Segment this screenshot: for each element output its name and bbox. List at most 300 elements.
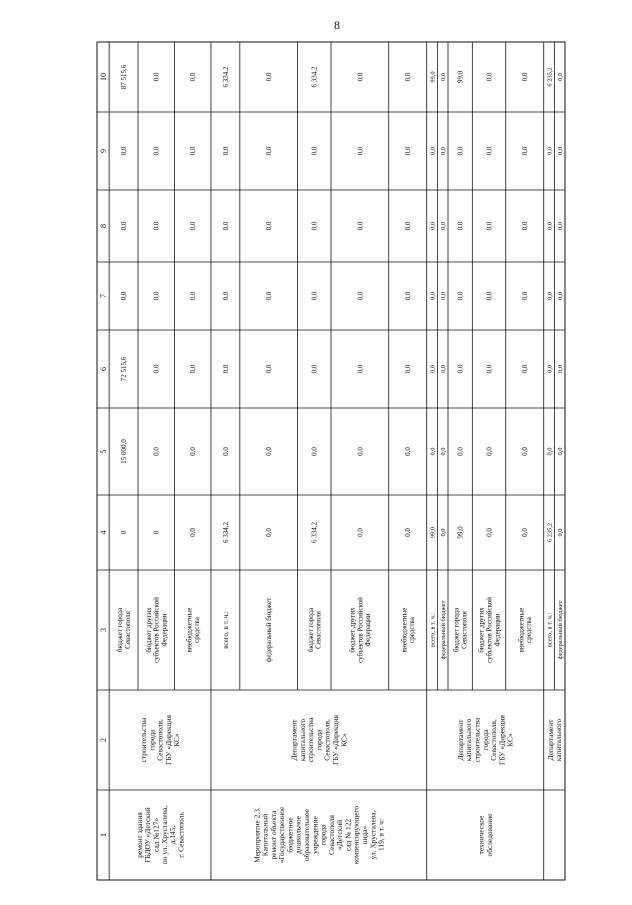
value-cell (265, 146, 273, 155)
value-cell (311, 291, 319, 300)
value-cell-line: 0,0 (152, 291, 161, 301)
source-label (429, 613, 436, 648)
value-cell-line: 0,0 (152, 146, 161, 156)
column-header-9 (99, 149, 108, 153)
value-cell-line: 99,0 (456, 526, 465, 539)
value-cell (429, 147, 436, 155)
source-label (557, 600, 564, 659)
source-label-line: субъектов Российской (356, 597, 365, 663)
activity-name-cell-line: техническое (476, 815, 486, 855)
value-cell-line: 0,0 (439, 147, 447, 155)
activity-name-cell-line: д.145, (168, 825, 178, 845)
executor-cell-line: Севастополя, (489, 719, 499, 761)
value-cell (222, 66, 230, 88)
value-cell-line: 15 000,0 (120, 439, 129, 464)
value-cell-line: 0,0 (439, 365, 447, 373)
column-header-8-line: 8 (98, 224, 108, 228)
value-cell (557, 222, 564, 230)
activity-name-cell (252, 806, 385, 865)
source-label-line: бюджет города (306, 607, 315, 653)
executor-cell-line: Департамент (545, 719, 555, 761)
value-cell (557, 73, 564, 81)
value-cell-line: 0,0 (429, 147, 437, 155)
value-cell-line: 0,0 (521, 447, 530, 456)
value-cell (429, 448, 436, 456)
value-cell-line: 0,0 (189, 72, 198, 82)
value-cell (153, 364, 161, 373)
executor-cell-line: капитального (297, 718, 307, 762)
value-cell (404, 72, 412, 81)
column-header-5 (99, 450, 108, 454)
activity-name-cell-line: учреждение (310, 816, 320, 854)
page-number: 8 (334, 18, 340, 32)
executor-cell-line: города (480, 729, 490, 751)
executor-cell-line: города (314, 729, 324, 751)
value-cell-line: 0,0 (456, 291, 465, 301)
value-cell-line: 0,0 (265, 72, 274, 82)
source-label (222, 611, 230, 649)
value-cell (356, 447, 364, 456)
value-cell (557, 365, 564, 373)
value-cell-line: 0,0 (521, 291, 530, 301)
value-cell (356, 221, 364, 230)
value-cell (557, 292, 564, 300)
value-cell-line: 0,0 (429, 222, 437, 230)
activity-name-cell-line: Капитальный (260, 813, 270, 857)
value-cell (485, 291, 493, 300)
value-cell (153, 72, 161, 81)
executor-cell-line: строительства (472, 717, 482, 763)
value-cell (404, 291, 412, 300)
executor-cell (139, 714, 181, 765)
value-cell (189, 221, 197, 230)
value-cell-line: 0,0 (546, 447, 554, 456)
value-cell-line: 6 334,2 (221, 522, 230, 543)
value-cell (189, 72, 197, 81)
value-cell (485, 221, 493, 230)
source-label-line: средства (525, 617, 534, 643)
value-cell (265, 72, 273, 81)
value-cell-line: 0,0 (356, 364, 365, 374)
value-cell (557, 529, 564, 537)
value-cell (189, 364, 197, 373)
source-label-line: федеральный бюджет (265, 597, 274, 663)
value-cell-line: 0,0 (221, 221, 230, 231)
column-header-3-line: 3 (98, 628, 108, 632)
executor-cell-line: строительства (139, 717, 149, 763)
value-cell-line: 0,0 (556, 292, 564, 300)
value-cell-line: 0,0 (265, 291, 274, 301)
value-cell-line: 0,0 (189, 291, 198, 301)
value-cell-line: 0,0 (120, 291, 129, 301)
value-cell (521, 146, 529, 155)
value-cell (153, 447, 161, 456)
executor-cell-line: КС» (505, 733, 515, 747)
value-cell-line: 0,0 (404, 528, 413, 537)
source-label-line: Федерации (493, 613, 502, 647)
executor-cell-line: капитального (554, 718, 564, 762)
value-cell-line: 0,0 (404, 72, 413, 82)
column-header-9-line: 9 (98, 149, 108, 153)
value-cell-line: 0,0 (221, 146, 230, 156)
value-cell (311, 364, 319, 373)
source-label (185, 608, 201, 653)
value-cell-line: 0,0 (404, 364, 413, 374)
value-cell (153, 530, 161, 534)
value-cell (404, 364, 412, 373)
executor-cell (546, 718, 563, 761)
value-cell-line: 0,0 (404, 447, 413, 456)
source-label-line: бюджет других (477, 607, 486, 653)
executor-cell-line: ГБУ «Дирекция (331, 715, 341, 765)
column-header-3 (99, 628, 108, 632)
value-cell-line: 0,0 (429, 447, 437, 456)
value-cell-line: 0,0 (310, 447, 319, 456)
value-cell-line: 0,0 (221, 291, 230, 301)
value-cell (485, 146, 493, 155)
value-cell-line: 0,0 (456, 146, 465, 156)
activity-name-cell-line: Мероприятие 2.3. (252, 807, 262, 863)
value-cell (404, 447, 412, 456)
source-label-line: федеральный бюджет (556, 600, 564, 660)
value-cell-line: 0,0 (456, 364, 465, 374)
value-cell-line: 0,0 (521, 528, 530, 537)
value-cell-line: 0,0 (485, 72, 494, 82)
value-cell (222, 146, 230, 155)
value-cell-line: 0,0 (546, 292, 554, 300)
source-label-line: бюджет других (348, 607, 357, 653)
source-label-line: бюджет других (144, 607, 153, 653)
source-label-line: бюджет города (116, 607, 125, 653)
value-cell-line: 6 334,2 (221, 66, 230, 88)
executor-cell-line: Севастополя, (155, 719, 165, 761)
column-header-8 (99, 224, 108, 228)
value-cell (356, 146, 364, 155)
value-cell-line: 0,0 (521, 146, 530, 156)
value-cell-line: 0,0 (221, 364, 230, 374)
source-label (265, 598, 273, 662)
value-cell (440, 222, 447, 230)
activity-name-cell (477, 813, 494, 857)
value-cell-line: 0,0 (265, 447, 274, 456)
value-cell-line: 0,0 (456, 221, 465, 231)
activity-name-cell-line: сад № 122 (343, 818, 353, 852)
value-cell-line: 0,0 (485, 364, 494, 374)
activity-name-cell-line: обследование (484, 813, 494, 857)
activity-name-cell-line: бюджетное (285, 817, 295, 853)
activity-name-cell-line: ремонт здания (134, 812, 144, 858)
value-cell (440, 73, 447, 81)
executor-cell-line: ГБУ «Дирекция (163, 715, 173, 765)
activity-name-cell-line: «Государственное (277, 806, 287, 864)
value-cell-line: 87 515,6 (120, 64, 129, 90)
value-cell (440, 292, 447, 300)
value-cell-line: 0,0 (521, 221, 530, 231)
value-cell (546, 147, 553, 155)
activity-name-cell-line: компенсирующего (351, 805, 361, 865)
executor-cell-line: Севастополя, (322, 719, 332, 761)
source-label-line: средства (193, 617, 202, 643)
column-header-6 (99, 367, 108, 371)
value-cell (557, 147, 564, 155)
source-label-line: внебюджетные (400, 607, 409, 653)
value-cell (429, 527, 436, 538)
value-cell (521, 528, 529, 537)
value-cell-line: 0,0 (521, 72, 530, 82)
value-cell (440, 529, 447, 537)
value-cell (546, 222, 553, 230)
value-cell (457, 364, 465, 373)
value-cell (265, 221, 273, 230)
value-cell-line: 0 (120, 530, 129, 535)
value-cell-line: 0 (152, 530, 161, 535)
value-cell (546, 523, 553, 542)
activity-name-cell-line: образовательное (302, 808, 312, 862)
executor-cell-line: КС» (172, 733, 182, 747)
value-cell-line: 0,0 (265, 221, 274, 231)
executor-cell-line: строительства (306, 717, 316, 763)
source-label (440, 600, 447, 659)
activity-name-cell-line: вида» (360, 825, 370, 845)
value-cell (457, 146, 465, 155)
value-cell (265, 291, 273, 300)
source-label (145, 597, 169, 663)
value-cell-line: 0,0 (485, 447, 494, 456)
executor-cell-line: КС» (339, 733, 349, 747)
column-header-5-line: 5 (98, 449, 108, 454)
value-cell (120, 356, 128, 381)
value-cell-line: 0,0 (356, 447, 365, 456)
value-cell (404, 146, 412, 155)
value-cell-line: 0,0 (152, 72, 161, 82)
column-header-1-line: 1 (98, 833, 108, 837)
source-label-line: Севастополя (460, 611, 469, 649)
source-label (453, 607, 469, 652)
value-cell (521, 291, 529, 300)
value-cell (485, 72, 493, 81)
source-label-line: Севастополя (314, 611, 323, 649)
value-cell-line: 0,0 (546, 222, 554, 230)
activity-name-cell-line: ремонт объекта (268, 810, 278, 860)
value-cell (153, 221, 161, 230)
value-cell (356, 291, 364, 300)
value-cell (521, 72, 529, 81)
value-cell (120, 146, 128, 155)
value-cell-line: 0,0 (439, 528, 447, 537)
value-cell-line: 0,0 (439, 73, 447, 81)
value-cell-line: 0,0 (189, 528, 198, 537)
value-cell-line: 0,0 (189, 221, 198, 231)
value-cell (311, 522, 319, 544)
value-cell (546, 448, 553, 456)
value-cell (429, 292, 436, 300)
value-cell (356, 528, 364, 537)
activity-name-cell (135, 806, 185, 864)
activity-name-cell-line: ул. Хрусталева, (368, 810, 378, 860)
column-header-2 (99, 738, 108, 742)
activity-name-cell-line: г. Севастополь (176, 812, 186, 858)
value-cell (457, 447, 465, 456)
value-cell (356, 72, 364, 81)
value-cell (404, 221, 412, 230)
value-cell-line: 0,0 (265, 528, 274, 537)
value-cell-line: 0,0 (556, 528, 564, 537)
value-cell-line: 0,0 (485, 291, 494, 301)
value-cell-line: 0,0 (356, 291, 365, 301)
value-cell-line: 6 235,2 (546, 522, 554, 543)
value-cell-line: 99,0 (429, 526, 437, 539)
value-cell-line: 0,0 (310, 291, 319, 301)
value-cell-line: 0,0 (189, 364, 198, 374)
value-cell-line: 0,0 (310, 364, 319, 374)
value-cell (557, 448, 564, 456)
value-cell (485, 528, 493, 537)
value-cell-line: 0,0 (546, 365, 554, 373)
value-cell (546, 292, 553, 300)
value-cell (457, 526, 465, 539)
value-cell (153, 146, 161, 155)
column-header-1 (99, 833, 108, 837)
value-cell (120, 64, 128, 89)
value-cell (311, 66, 319, 88)
value-cell (521, 221, 529, 230)
executor-cell (456, 714, 515, 765)
activity-name-cell-line: дошкольное (293, 815, 303, 855)
value-cell (311, 221, 319, 230)
value-cell (189, 528, 197, 537)
value-cell-line: 6 235,2 (546, 67, 554, 87)
activity-name-cell-line: Севастополя (326, 815, 336, 855)
value-cell (521, 364, 529, 373)
value-cell (356, 364, 364, 373)
value-cell (485, 364, 493, 373)
value-cell-line: 0,0 (189, 447, 198, 456)
source-label (116, 607, 132, 652)
value-cell (222, 291, 230, 300)
executor-cell-line: города (147, 729, 157, 751)
value-cell (311, 146, 319, 155)
source-label-line: всего, в т. ч.: (429, 612, 437, 648)
column-header-2-line: 2 (98, 738, 108, 742)
value-cell-line: 99,0 (429, 71, 437, 83)
value-cell-line: 0,0 (439, 222, 447, 230)
executor-cell-line: Департамент (455, 719, 465, 761)
value-cell (457, 70, 465, 83)
value-cell (485, 447, 493, 456)
value-cell-line: 0,0 (356, 72, 365, 82)
value-cell (429, 365, 436, 373)
value-cell-line: 0,0 (152, 221, 161, 231)
value-cell (404, 528, 412, 537)
column-header-10-line: 10 (98, 73, 108, 81)
value-cell (429, 222, 436, 230)
value-cell (457, 291, 465, 300)
activity-name-cell-line: по ул. Хрусталева, (159, 805, 169, 865)
value-cell-line: 99,0 (456, 70, 465, 84)
value-cell-line: 0,0 (556, 73, 564, 81)
value-cell (189, 146, 197, 155)
value-cell (222, 364, 230, 373)
activity-name-cell-line: «Детский (335, 819, 345, 851)
value-cell (222, 447, 230, 456)
value-cell-line: 0,0 (556, 222, 564, 230)
value-cell-line: 0,0 (189, 146, 198, 156)
source-label-line: всего, в т. ч.: (546, 612, 554, 648)
value-cell-line: 0,0 (152, 447, 161, 456)
activity-name-cell-line: сад №127» (151, 817, 161, 853)
value-cell-line: 0,0 (265, 364, 274, 374)
value-cell-line: 0,0 (485, 528, 494, 537)
value-cell-line: 6 334,2 (310, 522, 319, 543)
value-cell-line: 0,0 (265, 146, 274, 156)
value-cell-line: 0,0 (221, 447, 230, 456)
executor-cell-line: Департамент (289, 719, 299, 761)
value-cell-line: 0,0 (546, 147, 554, 155)
source-label (348, 597, 372, 663)
value-cell-line: 6 334,2 (310, 66, 319, 88)
activity-name-cell-line: города (318, 824, 328, 846)
value-cell (429, 71, 436, 82)
source-label (400, 608, 416, 653)
value-cell-line: 0,0 (429, 292, 437, 300)
value-cell-line: 0,0 (356, 528, 365, 537)
source-label-line: федеральный бюджет (439, 600, 447, 660)
value-cell-line: 0,0 (404, 146, 413, 156)
value-cell (265, 364, 273, 373)
value-cell-line: 0,0 (556, 365, 564, 373)
value-cell (265, 447, 273, 456)
value-cell (440, 365, 447, 373)
value-cell-line: 0,0 (456, 447, 465, 456)
value-cell (153, 291, 161, 300)
value-cell (546, 67, 553, 86)
source-label-line: субъектов Российской (152, 597, 161, 663)
value-cell-line: 0,0 (120, 221, 129, 231)
value-cell (189, 291, 197, 300)
value-cell (521, 447, 529, 456)
value-cell-line: 0,0 (120, 146, 129, 156)
source-label (546, 613, 553, 648)
value-cell-line: 0,0 (310, 146, 319, 156)
value-cell (120, 530, 128, 534)
value-cell-line: 0,0 (556, 447, 564, 456)
value-cell (189, 447, 197, 456)
value-cell-line: 0,0 (485, 146, 494, 156)
value-cell-line: 0,0 (556, 147, 564, 155)
value-cell (457, 221, 465, 230)
executor-cell-line: ГБУ «Дирекция (497, 715, 507, 765)
value-cell-line: 0,0 (521, 364, 530, 374)
source-label-line: субъектов Российской (485, 597, 494, 663)
source-label (478, 597, 502, 663)
value-cell (120, 221, 128, 230)
source-label-line: средства (408, 617, 417, 643)
column-header-7 (99, 294, 108, 298)
value-cell-line: 0,0 (485, 221, 494, 231)
value-cell-line: 0,0 (429, 365, 437, 373)
source-label-line: внебюджетные (517, 607, 526, 653)
value-cell (222, 522, 230, 544)
value-cell (222, 221, 230, 230)
source-label (307, 607, 323, 652)
source-label-line: Федерации (160, 613, 169, 647)
value-cell (265, 528, 273, 537)
value-cell (546, 365, 553, 373)
source-label-line: внебюджетные (185, 607, 194, 653)
activity-name-cell-line: 119, в т. ч: (376, 819, 386, 851)
value-cell-line: 0,0 (356, 146, 365, 156)
value-cell-line: 72 515,6 (120, 356, 129, 382)
